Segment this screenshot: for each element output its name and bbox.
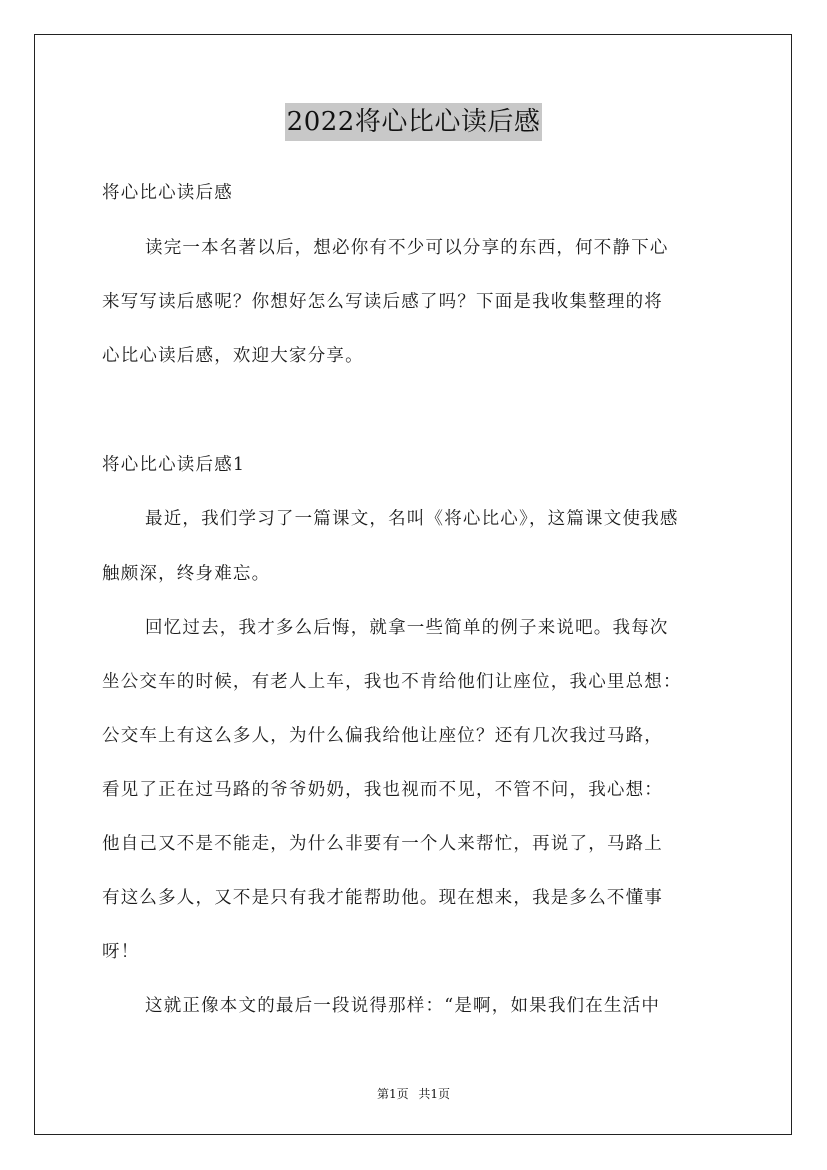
page-number: 第1页 <box>376 1087 409 1101</box>
paragraph-line: 坐公交车的时候，有老人上车，我也不肯给他们让座位，我心里总想： <box>102 672 682 692</box>
document-title: 2022将心比心读后感 <box>285 103 543 141</box>
page-footer <box>0 1086 827 1102</box>
paragraph-line: 触颇深，终身难忘。 <box>102 564 271 584</box>
paragraph-line: 呀！ <box>102 942 140 962</box>
section-heading-1: 将心比心读后感1 <box>102 455 246 475</box>
paragraph-line: 他自己又不是不能走，为什么非要有一个人来帮忙，再说了，马路上 <box>102 834 663 854</box>
title-container <box>0 103 827 141</box>
paragraph-line: 回忆过去，我才多么后悔，就拿一些简单的例子来说吧。我每次 <box>145 618 669 638</box>
paragraph-line: 这就正像本文的最后一段说得那样：“是啊，如果我们在生活中 <box>145 996 661 1016</box>
intro-line: 心比心读后感，欢迎大家分享。 <box>102 346 364 366</box>
paragraph-line: 最近，我们学习了一篇课文，名叫《将心比心》，这篇课文使我感 <box>145 509 679 529</box>
intro-line: 来写写读后感呢？你想好怎么写读后感了吗？下面是我收集整理的将 <box>102 292 663 312</box>
paragraph-line: 有这么多人，又不是只有我才能帮助他。现在想来，我是多么不懂事 <box>102 888 663 908</box>
page-total: 共1页 <box>418 1087 451 1101</box>
intro-line: 读完一本名著以后，想必你有不少可以分享的东西，何不静下心 <box>145 238 669 258</box>
paragraph-line: 公交车上有这么多人，为什么偏我给他让座位？还有几次我过马路， <box>102 726 663 746</box>
section-heading-intro: 将心比心读后感 <box>102 183 233 203</box>
paragraph-line: 看见了正在过马路的爷爷奶奶，我也视而不见，不管不问，我心想： <box>102 780 663 800</box>
